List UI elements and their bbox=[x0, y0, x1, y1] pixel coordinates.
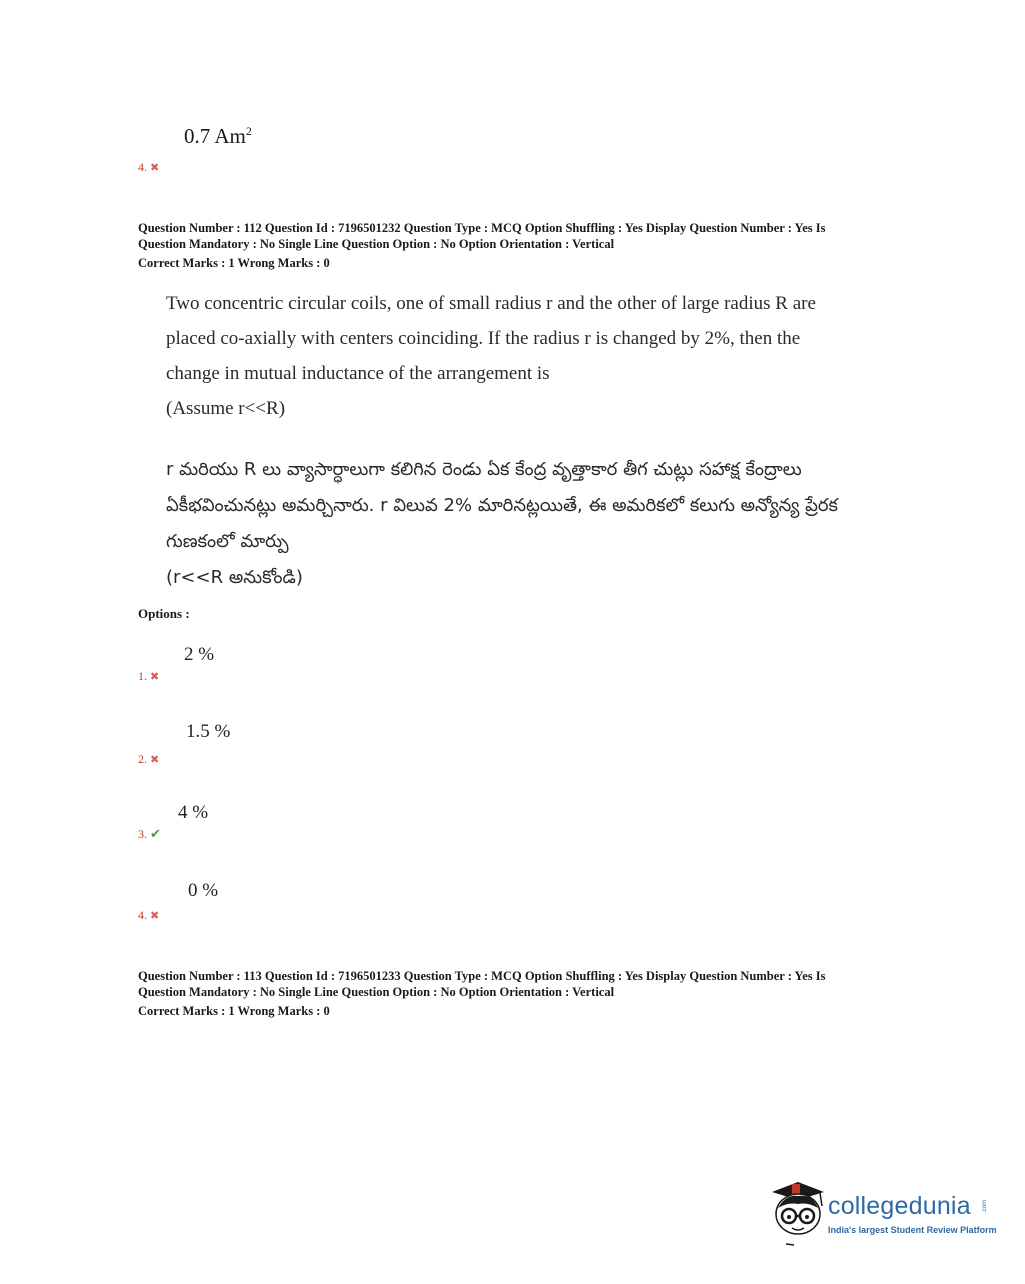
marks-line: Correct Marks : 1 Wrong Marks : 0 bbox=[138, 256, 330, 270]
question-line: Two concentric circular coils, one of small radius r and the other of large radius R are bbox=[166, 293, 816, 314]
question-text-english bbox=[166, 286, 886, 426]
option-4-text: 0 % bbox=[188, 880, 219, 901]
option-2-number bbox=[138, 752, 159, 767]
wrong-mark-icon: ✖ bbox=[150, 754, 160, 766]
option-text: 0.7 Am bbox=[184, 124, 246, 148]
option-4-number bbox=[138, 908, 159, 923]
option-number-label: 2. bbox=[138, 752, 147, 766]
correct-check-icon: ✔ bbox=[150, 826, 161, 841]
question-113-meta bbox=[138, 968, 908, 1019]
question-line: (r<<R అనుకోండి) bbox=[166, 567, 303, 588]
question-line: r మరియు R లు వ్యాసార్ధాలుగా కలిగిన రెండు ఏక కేంద్ర వృత్తాకార తీగ చుట్లు సహాక్ష కేంద్రాలు bbox=[166, 459, 802, 480]
previous-option-text bbox=[184, 124, 252, 149]
meta-line: Question Number : 113 Question Id : 7196501233 Question Type : MCQ Option Shuffling : Yes Display Question Number : Yes Is bbox=[138, 969, 826, 983]
meta-line: Question Number : 112 Question Id : 7196501232 Question Type : MCQ Option Shuffling : Yes Display Question Number : Yes Is bbox=[138, 221, 826, 235]
option-2-text: 1.5 % bbox=[186, 721, 231, 742]
option-1-number bbox=[138, 669, 159, 684]
wrong-mark-icon: ✖ bbox=[150, 910, 160, 922]
wrong-mark-icon: ✖ bbox=[150, 671, 160, 683]
question-112-meta bbox=[138, 220, 908, 271]
logo-suffix: .com bbox=[982, 1200, 988, 1214]
question-line: placed co-axially with centers coinciding. If the radius r is changed by 2%, then the bbox=[166, 328, 801, 349]
wrong-mark-icon: ✖ bbox=[150, 162, 160, 174]
option-1-text: 2 % bbox=[184, 644, 215, 665]
option-3-text: 4 % bbox=[178, 802, 209, 823]
logo-wordmark: collegedunia bbox=[828, 1192, 971, 1220]
marks-line: Correct Marks : 1 Wrong Marks : 0 bbox=[138, 1004, 330, 1018]
options-label: Options : bbox=[138, 606, 190, 621]
logo-tagline: India's largest Student Review Platform bbox=[828, 1225, 997, 1235]
option-superscript: 2 bbox=[245, 124, 252, 138]
meta-line: Question Mandatory : No Single Line Question Option : No Option Orientation : Vertical bbox=[138, 237, 615, 251]
option-3-number bbox=[138, 826, 161, 842]
previous-option-number bbox=[138, 160, 159, 175]
meta-line: Question Mandatory : No Single Line Question Option : No Option Orientation : Vertical bbox=[138, 985, 615, 999]
option-number-label: 1. bbox=[138, 669, 147, 683]
question-line: (Assume r<<R) bbox=[166, 398, 286, 419]
option-number-label: 4. bbox=[138, 908, 147, 922]
option-number-label: 3. bbox=[138, 827, 147, 841]
question-line: గుణకంలో మార్పు bbox=[166, 531, 289, 552]
question-line: ఏకీభవించునట్లు అమర్చినారు. r విలువ 2% మారినట్లయితే, ఈ అమరికలో కలుగు అన్యోన్య ప్రేరక bbox=[166, 495, 838, 516]
question-line: change in mutual inductance of the arrangement is bbox=[166, 363, 550, 384]
question-text-telugu bbox=[166, 452, 886, 596]
option-number-label: 4. bbox=[138, 160, 147, 174]
